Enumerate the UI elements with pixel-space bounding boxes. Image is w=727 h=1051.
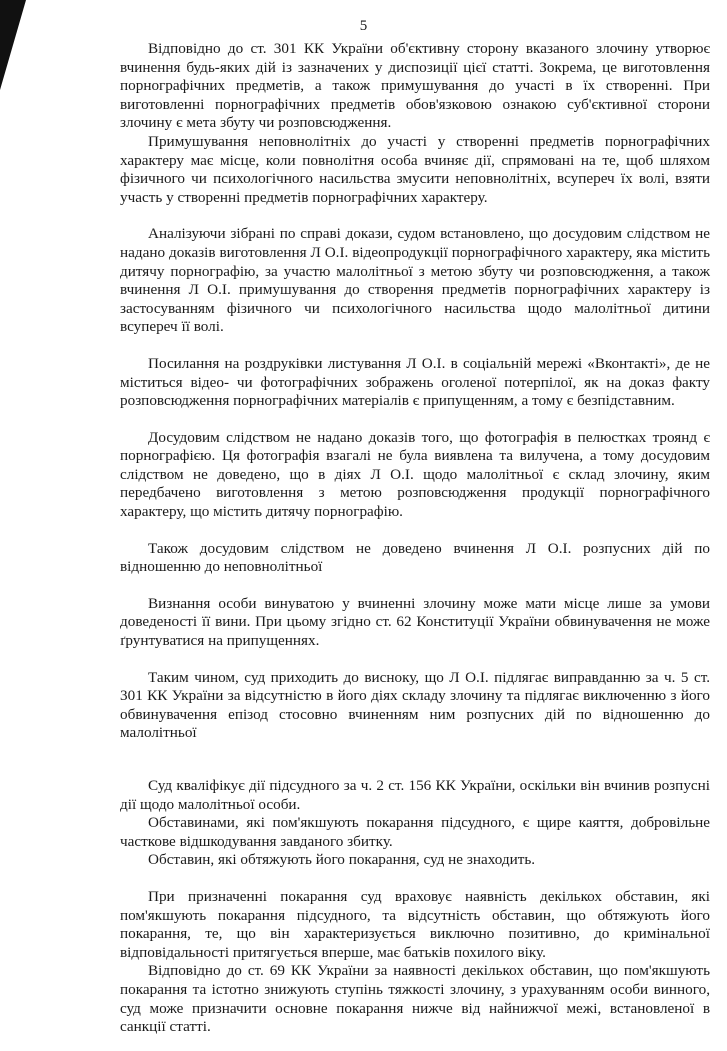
paragraph-5: Досудовим слідством не надано доказів того, що фотографія в пелюстках троянд є порнографією. Ця фотографія взагалі не була виявлена та вилучена, а тому досудовим слідством не доведено, що в діях Л О.І. щодо малолітньої є склад злочину, яким передбачено виготовлення з метою розповсюдження продукції порнографічного характеру, що містить дитячу порнографію.	[120, 428, 710, 521]
paragraph-10: Обставинами, які пом'якшують покарання підсудного, є щире каяття, добровільне часткове відшкодування завданого збитку.	[120, 814, 710, 850]
scan-edge-mark	[0, 0, 26, 90]
paragraph-3: Аналізуючи зібрані по справі докази, судом встановлено, що досудовим слідством не надано доказів виготовлення Л О.І. відеопродукції порнографічного характеру, яка містить дитячу порнографію, за участю малолітньої з метою збуту чи розповсюдження, а також вчинення Л О.І. примушування до створення предметів порнографічних характеру із застосуванням фізичного чи психологічного насильства щодо малолітньої дитини всупереч її волі.	[120, 225, 710, 336]
paragraph-1: Відповідно до ст. 301 КК України об'єктивну сторону вказаного злочину утворює вчинення будь-яких дій із зазначених у диспозиції цієї статті. Зокрема, це виготовлення порнографічних предметів, а також примушування до участі в їх створенні. При виготовленні порнографічних предметів обов'язковою ознакою суб'єктивної сторони злочину є мета збуту чи розповсюдження.	[120, 40, 710, 132]
document-body	[120, 40, 710, 1037]
paragraph-13: Відповідно до ст. 69 КК України за наявності декількох обставин, що пом'якшують покарання та істотно знижують ступінь тяжкості злочину, з урахуванням особи винного, суд може призначити основне покарання нижче від найнижчої межі, встановленої в санкції статті.	[120, 962, 710, 1036]
paragraph-4: Посилання на роздруківки листування Л О.І. в соціальній мережі «Вконтакті», де не міститься відео- чи фотографічних зображень оголеної потерпілої, як на доказ факту розповсюдження порнографічних матеріалів є припущенням, а тому є безпідставним.	[120, 354, 710, 410]
paragraph-7: Визнання особи винуватою у вчиненні злочину може мати місце лише за умови доведеності її вини. При цьому згідно ст. 62 Конституції України обвинувачення не може ґрунтуватися на припущеннях.	[120, 594, 710, 650]
page-number: 5	[359, 18, 368, 34]
paragraph-11: Обставин, які обтяжують його покарання, суд не знаходить.	[148, 851, 536, 869]
paragraph-12: При призначенні покарання суд враховує наявність декількох обставин, які пом'якшують покарання підсудного, та відсутність обставин, що обтяжують його покарання, те, що він характеризується виключно позитивно, до кримінальної відповідальності притягується вперше, має батьків похилого віку.	[120, 887, 710, 961]
paragraph-9: Суд кваліфікує дії підсудного за ч. 2 ст. 156 КК України, оскільки він вчинив розпусні дії щодо малолітньої особи.	[120, 777, 710, 813]
paragraph-2: Примушування неповнолітніх до участі у створенні предметів порнографічних характеру має місце, коли повнолітня особа вчиняє дії, спрямовані на те, щоб шляхом фізичного чи психологічного насильства змусити неповнолітніх, всупереч їх волі, взяти участь у створенні предметів порнографічних характеру.	[120, 132, 710, 206]
paragraph-6: Також досудовим слідством не доведено вчинення Л О.І. розпусних дій по відношенню до неповнолітньої	[120, 539, 710, 576]
paragraph-8: Таким чином, суд приходить до висноку, що Л О.І. підлягає виправданню за ч. 5 ст. 301 КК України за відсутністю в його діях складу злочину та підлягає виключенню з його обвинувачення епізод стосовно вчиненням ним розпусних дій по відношенню до малолітньої	[120, 668, 710, 742]
